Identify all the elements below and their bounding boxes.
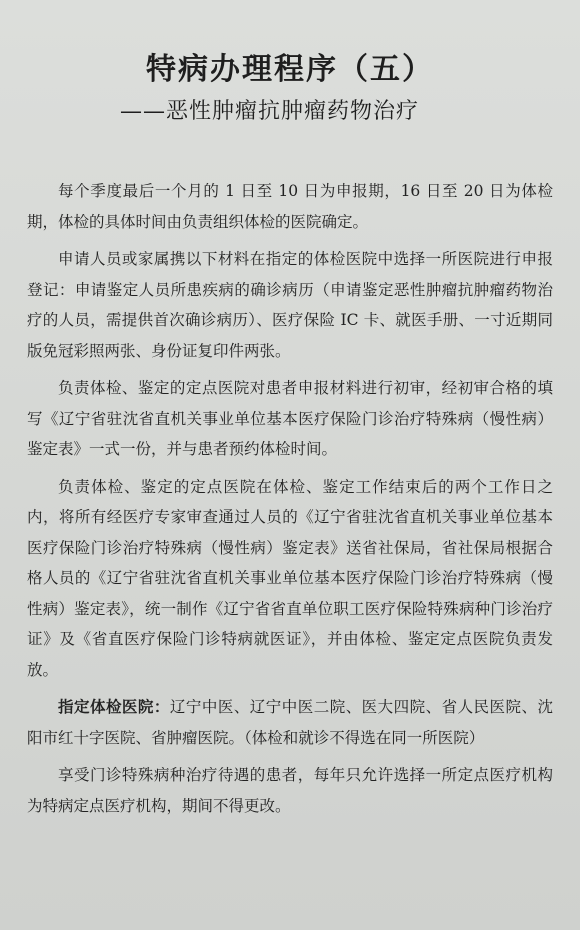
hospitals-label: 指定体检医院： — [58, 697, 170, 716]
hospitals-list: 辽宁中医、辽宁中医二院、医大四院、省人民医院、沈阳市红十字医院、省肿瘤医院。（体检和就诊不得选在同一所医院） — [27, 698, 553, 747]
paragraph-application-period: 每个季度最后一个月的 1 日至 10 日为申报期，16 日至 20 日为体检期，体检的具体时间由负责组织体检的医院确定。 — [27, 182, 553, 231]
page-title: 特病办理程序（五） — [146, 52, 434, 87]
paragraph-designated-institution-rule: 享受门诊特殊病种治疗待遇的患者，每年只允许选择一所定点医疗机构为特病定点医疗机构，期间不得更改。 — [27, 766, 553, 815]
paragraph-certificate-issuance: 负责体检、鉴定的定点医院在体检、鉴定工作结束后的两个工作日之内，将所有经医疗专家审查通过人员的《辽宁省驻沈省直机关事业单位基本医疗保险门诊治疗特殊病（慢性病）鉴定表》送省社保局，省社保局根据合格人员的《辽宁省驻沈省直机关事业单位基本医疗保险门诊治疗特殊病（慢性病）鉴定表》，统一制作《辽宁省省直单位职工医疗保险特殊病种门诊治疗证》及《省直医疗保险门诊特病就医证》，并由体检、鉴定定点医院负责发放。 — [27, 477, 553, 679]
page-subtitle: ——恶性肿瘤抗肿瘤药物治疗 — [120, 99, 420, 124]
document-body — [27, 176, 553, 821]
paragraph-registration-materials: 申请人员或家属携以下材料在指定的体检医院中选择一所医院进行申报登记：申请鉴定人员所患疾病的确诊病历（申请鉴定恶性肿瘤抗肿瘤药物治疗的人员，需提供首次确诊病历）、医疗保险 IC 卡、就医手册、一寸近期同版免冠彩照两张、身份证复印件两张。 — [27, 250, 553, 360]
paragraph-preliminary-review: 负责体检、鉴定的定点医院对患者申报材料进行初审，经初审合格的填写《辽宁省驻沈省直机关事业单位基本医疗保险门诊治疗特殊病（慢性病）鉴定表》一式一份，并与患者预约体检时间。 — [27, 379, 553, 458]
paragraph-designated-hospitals — [27, 692, 553, 753]
